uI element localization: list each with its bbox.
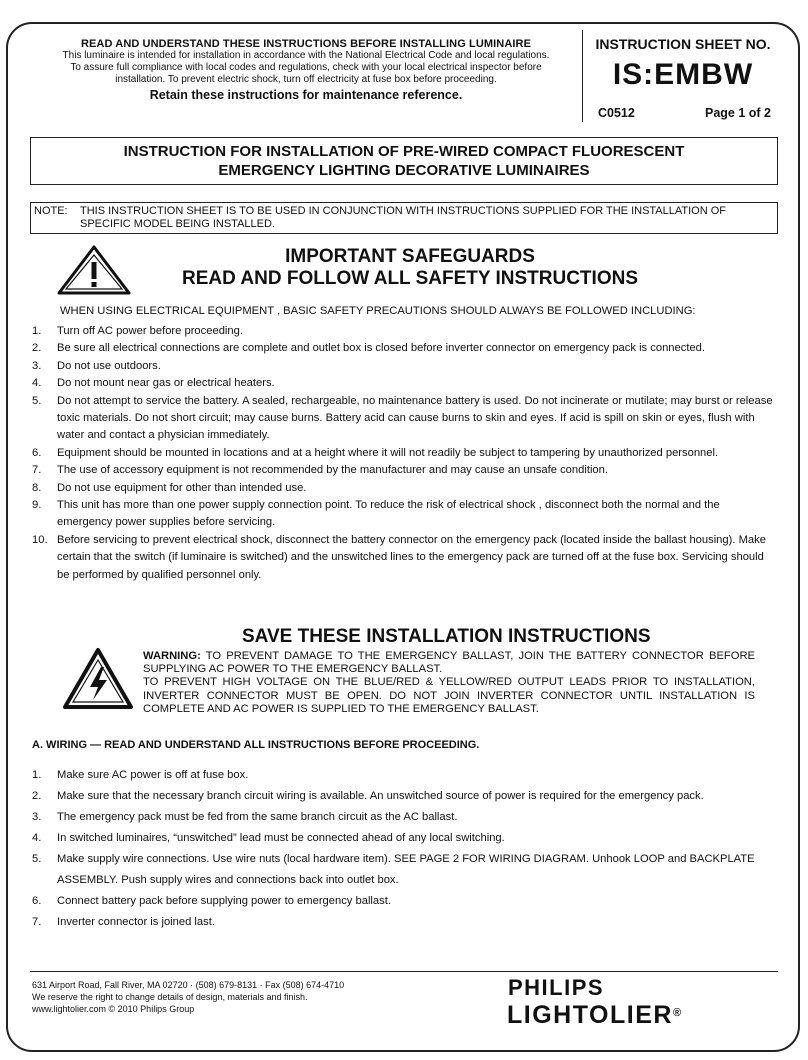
list-item <box>32 340 774 357</box>
footer-address: 631 Airport Road, Fall River, MA 02720 · (508) 679-8131 · Fax (508) 674-4710 <box>32 980 345 990</box>
sheet-info <box>583 36 783 120</box>
electric-shock-icon <box>62 647 134 716</box>
footer-contact <box>32 979 344 1015</box>
list-item-number: 3. <box>32 811 42 823</box>
lightolier-wordmark: LIGHTOLIER <box>507 1001 673 1029</box>
warning-triangle-icon <box>56 244 132 301</box>
warning-paragraph <box>143 650 755 676</box>
list-item-number: 5. <box>32 853 42 865</box>
lightolier-logo <box>507 1001 683 1030</box>
warning-text: TO PREVENT DAMAGE TO THE EMERGENCY BALLAST, JOIN THE BATTERY CONNECTOR BEFORE SUPPLYING AC POWER TO THE EMERGENCY BALLAST. <box>143 650 755 676</box>
footer-web: www.lightolier.com © 2010 Philips Group <box>32 1004 195 1014</box>
header-instructions <box>30 38 582 102</box>
intro-line: This luminaire is intended for installation in accordance with the National Electrical Code and local regulations. <box>62 50 550 61</box>
list-item-text: This unit has more than one power supply connection point. To reduce the risk of electrical shock , disconnect both the normal and the emergency power supplies before servicing. <box>57 499 720 529</box>
list-item-number: 4. <box>32 377 42 390</box>
list-item <box>32 532 774 584</box>
list-item-text: Inverter connector is joined last. <box>57 916 215 928</box>
sheet-number: IS:EMBW <box>612 58 754 91</box>
warning-label: WARNING: <box>143 650 201 662</box>
list-item-number: 1. <box>32 325 42 337</box>
list-item-number: 8. <box>32 481 42 494</box>
list-item-number: 3. <box>32 359 42 372</box>
list-item <box>32 765 774 786</box>
list-item-number: 6. <box>32 895 42 907</box>
philips-logo: PHILIPS <box>508 975 605 1000</box>
list-item <box>32 375 774 392</box>
list-item-text: Make sure that the necessary branch circuit wiring is available. An unswitched source of power is required for the emergency pack. <box>57 790 704 802</box>
list-item <box>32 849 774 891</box>
list-item-number: 10. <box>32 533 48 546</box>
list-item-text: Do not mount near gas or electrical heaters. <box>57 377 275 390</box>
list-item-number: 7. <box>32 916 42 928</box>
note-label: NOTE: <box>34 205 68 217</box>
warning-block <box>143 650 755 716</box>
safety-list <box>32 323 774 584</box>
title-line: EMERGENCY LIGHTING DECORATIVE LUMINAIRES <box>218 162 590 179</box>
list-item-number: 7. <box>32 464 42 477</box>
list-item-text: Do not attempt to service the battery. A sealed, rechargeable, no maintenance battery is used. Do not incinerate or mutilate; may burst or release toxic materials. Do not short circuit; may cause burns. Battery acid can cause burns to skin and eyes. If acid is spill on skin or eyes, flush with water and contact a physician immediately. <box>57 394 773 442</box>
list-item-text: Equipment should be mounted in locations and at a height where it will not readily be subject to tampering by unauthorized personnel. <box>57 446 719 459</box>
list-item <box>32 828 774 849</box>
list-item <box>32 891 774 912</box>
safeguards-heading <box>160 246 660 290</box>
page-indicator: Page 1 of 2 <box>705 106 771 120</box>
list-item-text: Connect battery pack before supplying power to emergency ballast. <box>57 895 391 907</box>
list-item-text: Do not use outdoors. <box>57 359 161 372</box>
list-item-number: 2. <box>32 342 42 355</box>
wiring-list <box>32 765 774 933</box>
safeguards-heading-line: READ AND FOLLOW ALL SAFETY INSTRUCTIONS <box>182 268 638 289</box>
list-item <box>32 358 774 375</box>
list-item-number: 5. <box>32 394 42 407</box>
footer-rights: We reserve the right to change details of design, materials and finish. <box>32 992 308 1002</box>
list-item-text: Be sure all electrical connections are complete and outlet box is closed before inverter connector on emergency pack is connected. <box>57 342 705 355</box>
intro-line: installation. To prevent electric shock, turn off electricity at fuse box before proceeding. <box>115 74 497 85</box>
wiring-heading: A. WIRING — READ AND UNDERSTAND ALL INSTRUCTIONS BEFORE PROCEEDING. <box>32 739 480 751</box>
list-item-number: 4. <box>32 832 42 844</box>
list-item-number: 2. <box>32 790 42 802</box>
list-item-text: Turn off AC power before proceeding. <box>57 325 243 337</box>
list-item <box>32 786 774 807</box>
list-item-number: 6. <box>32 446 42 459</box>
retain-note: Retain these instructions for maintenance reference. <box>149 88 463 102</box>
list-item <box>32 912 774 933</box>
title-line: INSTRUCTION FOR INSTALLATION OF PRE-WIRED COMPACT FLUORESCENT <box>123 143 685 160</box>
list-item <box>32 393 774 445</box>
sheet-label: INSTRUCTION SHEET NO. <box>595 36 771 52</box>
list-item-number: 1. <box>32 769 42 781</box>
list-item-text: Make sure AC power is off at fuse box. <box>57 769 249 781</box>
footer-divider <box>30 971 778 972</box>
sheet-code: C0512 <box>598 106 635 120</box>
list-item <box>32 480 774 497</box>
note-box <box>30 202 778 234</box>
list-item-text: Before servicing to prevent electrical shock, disconnect the battery connector on the emergency pack (located inside the ballast housing). Make certain that the switch (if luminaire is switched) and the unswitched lines to the emergency pack are turned off at the fuse box. Servicing should be performed by qualified personnel only. <box>57 533 766 581</box>
list-item-text: Make supply wire connections. Use wire nuts (local hardware item). SEE PAGE 2 FOR WIRING DIAGRAM. Unhook LOOP and BACKPLATE ASSEMBLY. Push supply wires and connections back into outlet box. <box>57 853 755 886</box>
note-text: THIS INSTRUCTION SHEET IS TO BE USED IN CONJUNCTION WITH INSTRUCTIONS SUPPLIED FOR THE INSTALLATION OF SPECIFIC MODEL BEING INSTALLED. <box>80 205 727 230</box>
list-item-text: The use of accessory equipment is not recommended by the manufacturer and may cause an unsafe condition. <box>57 464 608 477</box>
safety-intro: WHEN USING ELECTRICAL EQUIPMENT , BASIC SAFETY PRECAUTIONS SHOULD ALWAYS BE FOLLOWED INCLUDING: <box>60 305 696 317</box>
document-title <box>30 137 778 185</box>
save-instructions-heading: SAVE THESE INSTALLATION INSTRUCTIONS <box>242 626 651 647</box>
list-item <box>32 497 774 532</box>
list-item-text: In switched luminaires, “unswitched” lead must be connected ahead of any local switching. <box>57 832 505 844</box>
list-item-text: Do not use equipment for other than intended use. <box>57 481 307 494</box>
list-item-number: 9. <box>32 499 42 512</box>
registered-mark: ® <box>672 1007 683 1019</box>
list-item <box>32 323 774 340</box>
list-item <box>32 445 774 462</box>
list-item <box>32 807 774 828</box>
list-item <box>32 462 774 479</box>
intro-line: To assure full compliance with local codes and regulations, check with your local electrical inspector before <box>70 62 542 73</box>
safeguards-heading-line: IMPORTANT SAFEGUARDS <box>285 246 535 267</box>
warning-text-2: TO PREVENT HIGH VOLTAGE ON THE BLUE/RED & YELLOW/RED OUTPUT LEADS PRIOR TO INSTALLATION, INVERTER CONNECTOR MUST BE OPEN. DO NOT JOIN INVERTER CONNECTOR UNTIL INSTALLATION IS COMPLETE AND AC POWER IS SUPPLIED TO THE EMERGENCY BALLAST. <box>143 676 755 715</box>
list-item-text: The emergency pack must be fed from the same branch circuit as the AC ballast. <box>57 811 458 823</box>
read-instructions-title: READ AND UNDERSTAND THESE INSTRUCTIONS BEFORE INSTALLING LUMINAIRE <box>80 38 532 50</box>
